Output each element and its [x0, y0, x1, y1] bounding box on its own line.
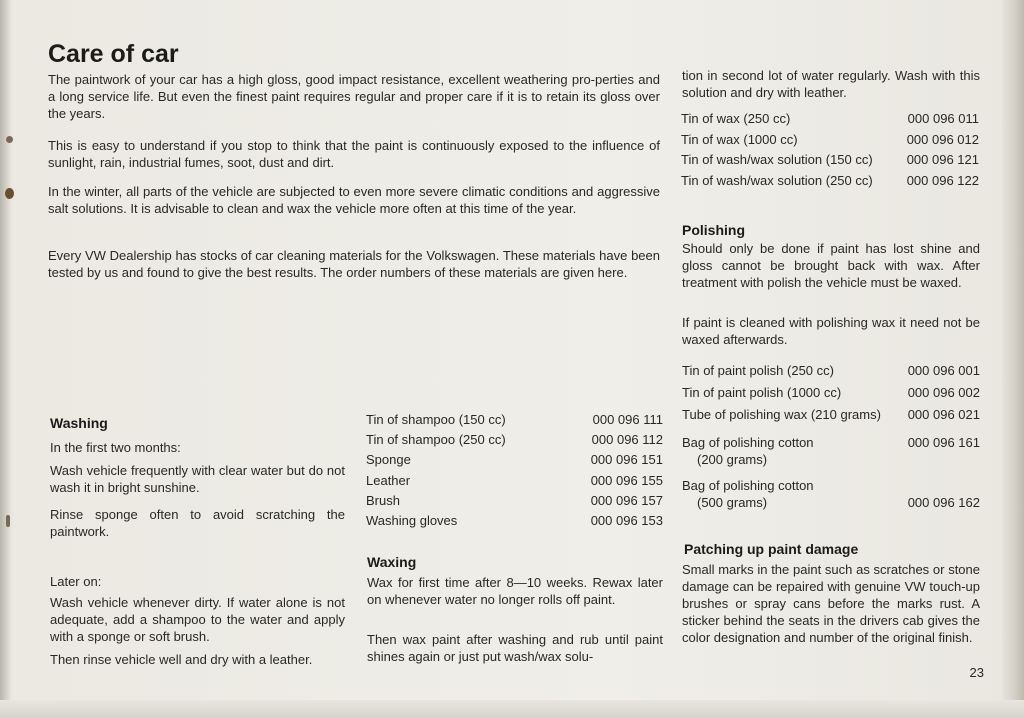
part-row	[681, 171, 979, 192]
part-name: Leather	[366, 472, 411, 488]
part-name-line: (500 grams)	[697, 495, 768, 510]
part-name: Tin of paint polish (250 cc)	[682, 363, 834, 378]
part-number: 000 096 157	[590, 492, 663, 508]
part-row	[682, 383, 980, 405]
page-edge	[1002, 0, 1024, 718]
waxing-paragraph: Then wax paint after washing and rub until paint shines again or just put wash/wax solu-	[367, 632, 663, 664]
part-name: Tin of paint polish (1000 cc)	[682, 385, 842, 400]
waxing-heading: Waxing	[367, 554, 417, 570]
part-row	[366, 410, 663, 430]
part-row	[366, 450, 663, 470]
part-name: Tin of shampoo (150 cc)	[366, 412, 506, 427]
part-row	[681, 130, 979, 151]
part-number: 000 096 162	[907, 495, 980, 510]
part-name: Brush	[366, 492, 400, 508]
part-name-line: Bag of polishing cotton	[682, 435, 814, 450]
intro-paragraph: In the winter, all parts of the vehicle are subjected to even more severe climatic conditions and aggressive salt solutions. It is advisable to clean and wax the vehicle more often at this time of the year.	[48, 184, 660, 216]
part-number: 000 096 111	[592, 412, 663, 427]
part-name: Tube of polishing wax (210 grams)	[682, 407, 881, 422]
part-name: Tin of wax (250 cc)	[681, 111, 791, 126]
part-row	[366, 491, 663, 511]
part-number: 000 096 155	[590, 472, 663, 488]
washing-paragraph: Later on:	[50, 574, 102, 589]
washing-paragraph: Wash vehicle whenever dirty. If water alone is not adequate, add a shampoo to the water and apply with a sponge or soft brush.	[50, 595, 345, 644]
intro-paragraph: The paintwork of your car has a high gloss, good impact resistance, excellent weathering pro-perties and a long service life. But even the finest paint requires regular and proper care if it is to retain its gloss over the years.	[48, 72, 660, 121]
part-name: Sponge	[366, 452, 411, 468]
part-row	[681, 150, 979, 171]
part-row	[366, 511, 663, 531]
margin-mark	[6, 136, 13, 143]
page-title: Care of car	[48, 40, 179, 68]
part-row	[682, 361, 980, 383]
waxing-parts-list	[681, 109, 979, 191]
page-number: 23	[969, 665, 984, 680]
part-row	[682, 471, 980, 511]
polishing-paragraph: If paint is cleaned with polishing wax it need not be waxed afterwards.	[682, 315, 980, 347]
part-row	[682, 405, 980, 428]
part-number: 000 096 012	[906, 131, 979, 147]
intro-paragraph: This is easy to understand if you stop to think that the paint is continuously exposed to the influence of sunlight, rain, industrial fumes, soot, dust and dirt.	[48, 138, 660, 170]
polishing-heading: Polishing	[682, 222, 745, 238]
margin-mark	[6, 515, 10, 527]
part-number: 000 096 161	[907, 435, 980, 450]
stain-mark	[5, 188, 14, 199]
part-name-line: (200 grams)	[697, 452, 768, 467]
polishing-parts-list	[682, 361, 980, 511]
part-number: 000 096 021	[907, 407, 980, 422]
washing-parts-list	[366, 410, 663, 531]
washing-paragraph: Rinse sponge often to avoid scratching the paintwork.	[50, 507, 345, 539]
part-number: 000 096 002	[907, 385, 980, 400]
waxing-paragraph: Wax for first time after 8—10 weeks. Rewax later on whenever water no longer rolls off paint.	[367, 575, 663, 607]
intro-paragraph: Every VW Dealership has stocks of car cleaning materials for the Volkswagen. These materials have been tested by us and found to give the best results. The order numbers of these materials are given here.	[48, 248, 660, 280]
part-number: 000 096 112	[591, 432, 663, 448]
washing-heading: Washing	[50, 415, 108, 431]
part-row	[366, 471, 663, 491]
part-number: 000 096 121	[906, 152, 979, 167]
part-row	[682, 428, 980, 468]
patching-paragraph: Small marks in the paint such as scratches or stone damage can be repaired with genuine VW touch-up brushes or spray cans before the marks rust. A sticker behind the seats in the drivers cab gives the color designation and number of the original finish.	[682, 562, 980, 645]
part-row	[681, 109, 979, 130]
part-name: Tin of wash/wax solution (150 cc)	[681, 152, 873, 167]
part-number: 000 096 151	[590, 452, 663, 468]
washing-paragraph: Wash vehicle frequently with clear water but do not wash it in bright sunshine.	[50, 463, 345, 495]
part-number: 000 096 001	[907, 363, 980, 378]
part-name: Washing gloves	[366, 513, 458, 529]
patching-heading: Patching up paint damage	[684, 541, 859, 557]
part-name	[682, 434, 814, 468]
part-number: 000 096 011	[907, 111, 979, 126]
part-number: 000 096 153	[590, 513, 663, 529]
spine-shadow	[0, 0, 10, 718]
polishing-paragraph: Should only be done if paint has lost shine and gloss cannot be brought back with wax. After treatment with polish the vehicle must be waxed.	[682, 241, 980, 290]
part-name: Tin of wash/wax solution (250 cc)	[681, 172, 873, 188]
part-row	[366, 430, 663, 450]
washing-paragraph: Then rinse vehicle well and dry with a leather.	[50, 652, 313, 667]
part-name: Tin of shampoo (250 cc)	[366, 432, 506, 448]
part-name	[682, 477, 814, 511]
part-name-line: Bag of polishing cotton	[682, 478, 814, 493]
part-name: Tin of wax (1000 cc)	[681, 131, 798, 147]
washing-paragraph: In the first two months:	[50, 440, 181, 455]
part-number: 000 096 122	[906, 172, 979, 188]
waxing-paragraph: tion in second lot of water regularly. Wash with this solution and dry with leather.	[682, 68, 980, 100]
page-bottom-edge	[0, 700, 1024, 718]
